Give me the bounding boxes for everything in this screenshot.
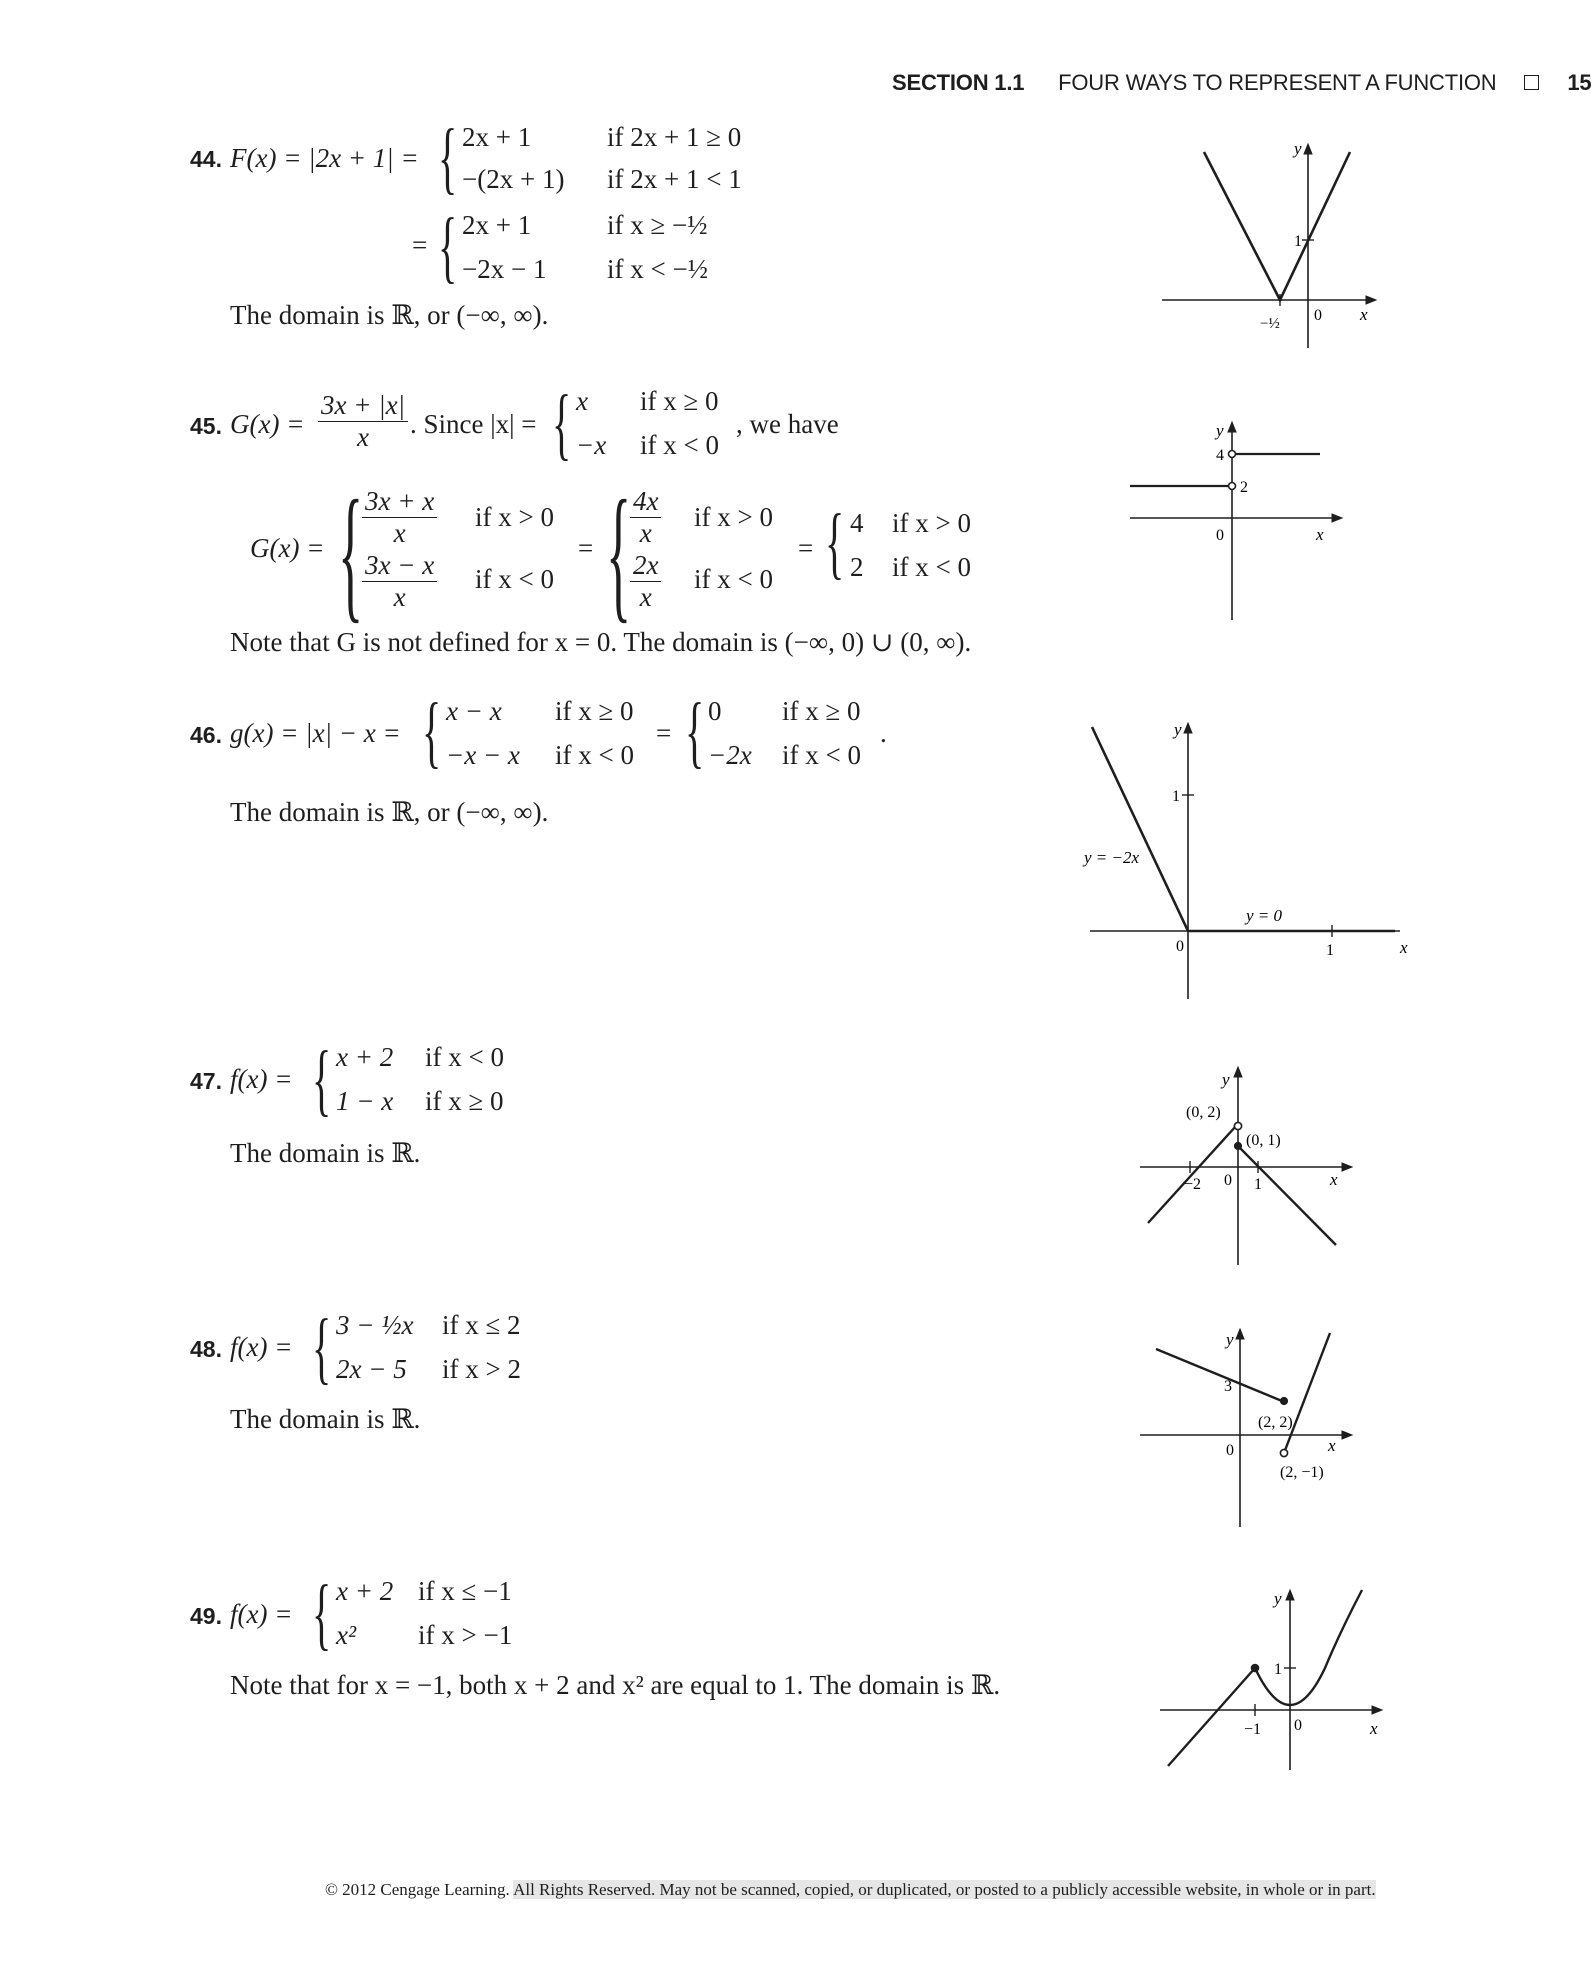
rights-text: All Rights Reserved. May not be scanned, copied, or duplicated, or posted to a publicly accessible website, in whole or in part. bbox=[513, 1880, 1376, 1899]
case-cond: if x ≤ 2 bbox=[442, 1310, 521, 1340]
copyright-footer bbox=[325, 1880, 1376, 1900]
frac-num: 3x + |x| bbox=[318, 390, 408, 422]
brace-icon: { bbox=[338, 470, 364, 636]
y-axis-label: y bbox=[1216, 421, 1224, 440]
case-expr: x + 2 bbox=[336, 1042, 394, 1072]
case-fraction bbox=[362, 486, 437, 549]
equals-sign: = bbox=[656, 718, 672, 748]
case-cond: if x ≥ 0 bbox=[782, 696, 861, 726]
problem-47-lhs: f(x) = bbox=[230, 1064, 293, 1094]
case-expr: x − x bbox=[446, 696, 502, 726]
copyright-mark: © 2012 Cengage Learning. bbox=[325, 1880, 510, 1899]
origin-label: 0 bbox=[1216, 527, 1224, 544]
y-axis-label: y bbox=[1294, 139, 1302, 158]
case-expr: 2x − 5 bbox=[336, 1354, 407, 1384]
brace-icon: { bbox=[438, 203, 458, 291]
case-cond: if x > 0 bbox=[475, 502, 554, 532]
g-label: G(x) = bbox=[250, 533, 325, 563]
case-expr: −2x − 1 bbox=[462, 254, 547, 284]
case-cond: if 2x + 1 < 1 bbox=[607, 164, 742, 194]
equals-sign: = bbox=[798, 533, 814, 563]
section-title: FOUR WAYS TO REPRESENT A FUNCTION bbox=[1058, 70, 1497, 95]
brace-icon: { bbox=[312, 1570, 332, 1658]
problem-45-lhs: G(x) = bbox=[230, 409, 305, 439]
case-cond: if x ≥ 0 bbox=[640, 386, 719, 416]
frac-den: x bbox=[393, 582, 406, 612]
tick-label: 1 bbox=[1274, 1661, 1282, 1678]
x-axis-label: x bbox=[1328, 1436, 1336, 1455]
equals-sign: = bbox=[578, 533, 594, 563]
domain-note: Note that for x = −1, both x + 2 and x² are equal to 1. The domain is ℝ. bbox=[230, 1670, 1001, 1700]
tick-label: 2 bbox=[1240, 479, 1248, 496]
frac-num: 3x + x bbox=[362, 486, 437, 518]
case-expr: 2 bbox=[850, 552, 864, 582]
x-axis-label: x bbox=[1316, 525, 1324, 544]
brace-icon: { bbox=[552, 380, 572, 468]
case-cond: if x < 0 bbox=[782, 740, 861, 770]
brace-icon: { bbox=[825, 499, 845, 587]
case-expr: 0 bbox=[708, 696, 722, 726]
line-label: y = −2x bbox=[1084, 848, 1140, 867]
frac-num: 4x bbox=[630, 486, 661, 518]
case-cond: if x > −1 bbox=[418, 1620, 513, 1650]
case-cond: if x < −½ bbox=[607, 254, 708, 284]
brace-icon: { bbox=[685, 688, 705, 776]
y-axis-label: y bbox=[1174, 720, 1182, 739]
page-number: 15 bbox=[1567, 70, 1591, 95]
case-cond: if x < 0 bbox=[640, 430, 719, 460]
running-header bbox=[892, 70, 1591, 96]
problem-number: 49. bbox=[190, 1603, 222, 1629]
line-label: y = 0 bbox=[1246, 906, 1283, 925]
case-cond: if 2x + 1 ≥ 0 bbox=[607, 122, 742, 152]
domain-note: The domain is ℝ, or (−∞, ∞). bbox=[230, 797, 549, 827]
case-cond: if x < 0 bbox=[694, 564, 773, 594]
graph-44 bbox=[1150, 130, 1390, 360]
tick-label: 1 bbox=[1254, 1176, 1262, 1193]
case-expr: x + 2 bbox=[336, 1576, 394, 1606]
since-text: . Since |x| = bbox=[410, 409, 537, 439]
brace-icon: { bbox=[422, 688, 442, 776]
tick-label: 1 bbox=[1172, 788, 1180, 805]
domain-note: The domain is ℝ. bbox=[230, 1138, 421, 1168]
point-label: (0, 2) bbox=[1186, 1104, 1221, 1121]
frac-den: x bbox=[639, 582, 652, 612]
case-cond: if x > 0 bbox=[694, 502, 773, 532]
section-label: SECTION 1.1 bbox=[892, 70, 1025, 95]
brace-icon: { bbox=[312, 1304, 332, 1392]
tick-label: 3 bbox=[1224, 1378, 1232, 1395]
case-cond: if x ≤ −1 bbox=[418, 1576, 512, 1606]
graph-46 bbox=[1070, 705, 1410, 1005]
point-label: (2, −1) bbox=[1280, 1464, 1324, 1481]
problem-number: 45. bbox=[190, 413, 222, 439]
case-expr: x² bbox=[336, 1620, 357, 1650]
period: . bbox=[880, 718, 887, 748]
case-expr: −(2x + 1) bbox=[462, 164, 565, 194]
case-fraction bbox=[630, 486, 661, 549]
tick-label: 4 bbox=[1216, 447, 1224, 464]
case-cond: if x > 2 bbox=[442, 1354, 521, 1384]
graph-48 bbox=[1130, 1315, 1360, 1535]
problem-number: 48. bbox=[190, 1336, 222, 1362]
case-expr: −2x bbox=[708, 740, 752, 770]
problem-48-lhs: f(x) = bbox=[230, 1332, 293, 1362]
brace-icon: { bbox=[606, 470, 632, 636]
x-axis-label: x bbox=[1360, 305, 1368, 324]
domain-note: The domain is ℝ, or (−∞, ∞). bbox=[230, 300, 549, 330]
case-expr: −x bbox=[576, 430, 607, 460]
tick-label: 1 bbox=[1294, 233, 1302, 250]
x-axis-label: x bbox=[1330, 1170, 1338, 1189]
case-cond: if x < 0 bbox=[555, 740, 634, 770]
graph-49 bbox=[1140, 1570, 1390, 1780]
graph-45 bbox=[1120, 410, 1350, 630]
graph-47 bbox=[1130, 1055, 1360, 1275]
case-expr: 1 − x bbox=[336, 1086, 394, 1116]
domain-note: Note that G is not defined for x = 0. The domain is (−∞, 0) ∪ (0, ∞). bbox=[230, 627, 972, 657]
origin-label: 0 bbox=[1294, 1717, 1302, 1734]
x-axis-label: x bbox=[1400, 938, 1408, 957]
case-cond: if x > 0 bbox=[892, 508, 971, 538]
equals-sign: = bbox=[412, 230, 428, 260]
brace-icon: { bbox=[438, 114, 458, 202]
problem-number: 46. bbox=[190, 722, 222, 748]
case-expr: 2x + 1 bbox=[462, 122, 532, 152]
case-fraction bbox=[630, 550, 661, 613]
case-fraction bbox=[362, 550, 437, 613]
case-expr: x bbox=[576, 386, 588, 416]
case-cond: if x < 0 bbox=[425, 1042, 504, 1072]
domain-note: The domain is ℝ. bbox=[230, 1404, 421, 1434]
frac-den: x bbox=[357, 422, 370, 452]
origin-label: 0 bbox=[1314, 307, 1322, 324]
case-expr: 3 − ½x bbox=[336, 1310, 414, 1340]
frac-den: x bbox=[639, 518, 652, 548]
point-label: (0, 1) bbox=[1246, 1132, 1281, 1149]
tick-label: −2 bbox=[1184, 1176, 1202, 1193]
case-expr: 4 bbox=[850, 508, 864, 538]
origin-label: 0 bbox=[1226, 1442, 1234, 1459]
tick-label: −½ bbox=[1260, 316, 1280, 332]
problem-number: 44. bbox=[190, 146, 222, 172]
case-cond: if x ≥ 0 bbox=[425, 1086, 504, 1116]
y-axis-label: y bbox=[1274, 1589, 1282, 1608]
brace-icon: { bbox=[312, 1036, 332, 1124]
y-axis-label: y bbox=[1222, 1070, 1230, 1089]
problem-46-lhs: g(x) = |x| − x = bbox=[230, 718, 401, 748]
case-cond: if x < 0 bbox=[475, 564, 554, 594]
problem-44-lhs: F(x) = |2x + 1| = bbox=[230, 143, 419, 173]
point-label: (2, 2) bbox=[1258, 1414, 1293, 1431]
case-cond: if x ≥ −½ bbox=[607, 210, 708, 240]
origin-label: 0 bbox=[1176, 938, 1184, 955]
y-axis-label: y bbox=[1226, 1330, 1234, 1349]
tick-label: −1 bbox=[1244, 1721, 1262, 1738]
origin-label: 0 bbox=[1224, 1172, 1232, 1189]
frac-num: 2x bbox=[630, 550, 661, 582]
case-expr: −x − x bbox=[446, 740, 520, 770]
we-have-text: , we have bbox=[736, 409, 839, 439]
case-cond: if x < 0 bbox=[892, 552, 971, 582]
problem-number: 47. bbox=[190, 1068, 222, 1094]
problem-49-lhs: f(x) = bbox=[230, 1599, 293, 1629]
x-axis-label: x bbox=[1370, 1719, 1378, 1738]
frac-den: x bbox=[393, 518, 406, 548]
case-cond: if x ≥ 0 bbox=[555, 696, 634, 726]
frac-num: 3x − x bbox=[362, 550, 437, 582]
tick-label: 1 bbox=[1326, 942, 1334, 959]
case-expr: 2x + 1 bbox=[462, 210, 532, 240]
box-icon bbox=[1524, 75, 1539, 90]
fraction bbox=[318, 390, 408, 453]
